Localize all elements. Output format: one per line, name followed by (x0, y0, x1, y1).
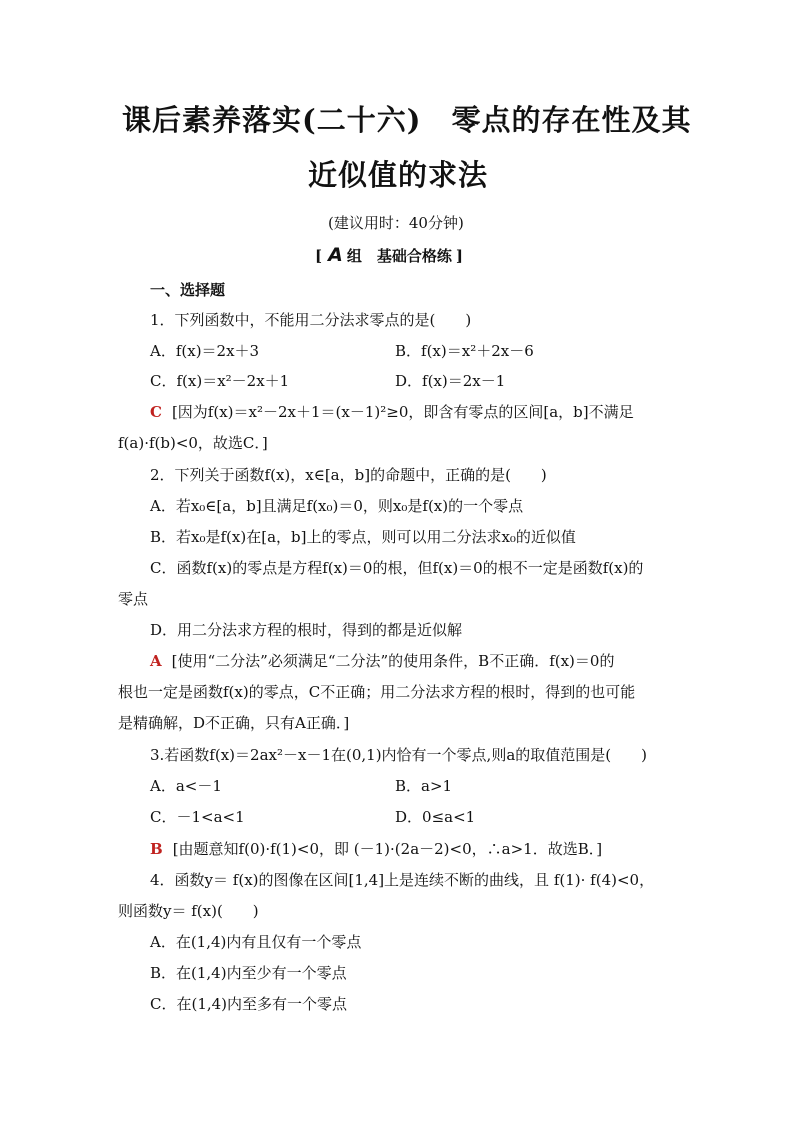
q4-option-b: B．在(1,4)内至少有一个零点 (150, 964, 347, 982)
q3-answer (150, 839, 602, 859)
q3-option-d: D．0≤a<1 (395, 808, 476, 826)
group-open-bracket: [ (315, 247, 323, 265)
q4-stem-1: 4．函数y＝ f(x)的图像在区间[1,4]上是连续不断的曲线，且 f(1)· f(4)<0， (150, 871, 655, 889)
q2-option-a: A．若x₀∈[a，b]且满足f(x₀)＝0，则x₀是f(x)的一个零点 (150, 497, 524, 515)
q1-answer (150, 402, 634, 422)
q3-stem: 3.若函数f(x)＝2ax²－x－1在(0,1)内恰有一个零点,则a的取值范围是( ) (150, 746, 647, 764)
q2-answer-letter: A (150, 652, 162, 670)
q1-option-d: D．f(x)＝2x－1 (395, 372, 506, 390)
q1-option-a: A．f(x)＝2x＋3 (150, 342, 260, 360)
q4-option-a: A．在(1,4)内有且仅有一个零点 (150, 933, 362, 951)
q2-option-c-2: 零点 (118, 590, 149, 608)
q2-explanation-3: 是精确解，D不正确，只有A正确．] (118, 714, 350, 732)
q3-explanation-1: [由题意知f(0)·f(1)<0，即 (－1)·(2a－2)<0，∴a>1．故选B．] (172, 840, 603, 858)
q3-option-c: C．－1<a<1 (150, 808, 245, 826)
page-title-line-2: 近似值的求法 (308, 158, 489, 192)
group-a-letter: A (328, 244, 343, 266)
q2-answer (150, 651, 614, 671)
q4-stem-2: 则函数y＝ f(x)( ) (118, 902, 259, 920)
q3-option-b: B．a>1 (395, 777, 453, 795)
q1-explanation-1: [因为f(x)＝x²－2x＋1＝(x－1)²≥0，即含有零点的区间[a，b]不满足 (171, 403, 634, 421)
q3-option-a: A．a<－1 (150, 777, 222, 795)
q2-stem: 2．下列关于函数f(x)，x∈[a，b]的命题中，正确的是( ) (150, 466, 547, 484)
q1-option-c: C．f(x)＝x²－2x＋1 (150, 372, 290, 390)
q3-answer-letter: B (150, 840, 163, 858)
suggested-time: (建议用时：40分钟) (328, 214, 464, 232)
q1-stem: 1．下列函数中，不能用二分法求零点的是( ) (150, 311, 472, 329)
q1-explanation-2: f(a)·f(b)<0，故选C．] (118, 434, 268, 452)
q2-option-b: B．若x₀是f(x)在[a，b]上的零点，则可以用二分法求x₀的近似值 (150, 528, 576, 546)
q2-option-d: D．用二分法求方程的根时，得到的都是近似解 (150, 621, 463, 639)
q2-option-c-1: C．函数f(x)的零点是方程f(x)＝0的根，但f(x)＝0的根不一定是函数f(x)的 (150, 559, 644, 577)
group-close-bracket: ] (455, 247, 463, 265)
q2-explanation-2: 根也一定是函数f(x)的零点，C不正确；用二分法求方程的根时，得到的也可能 (118, 683, 636, 701)
q2-explanation-1: [使用“二分法”必须满足“二分法”的使用条件，B不正确．f(x)＝0的 (171, 652, 615, 670)
section-heading: 一、选择题 (150, 281, 226, 299)
group-a-header (315, 244, 463, 266)
group-label: 组 基础合格练 (346, 247, 452, 265)
page-title-line-1: 课后素养落实(二十六) 零点的存在性及其 (122, 103, 692, 137)
q1-option-b: B．f(x)＝x²＋2x－6 (395, 342, 534, 360)
q1-answer-letter: C (150, 403, 162, 421)
q4-option-c: C．在(1,4)内至多有一个零点 (150, 995, 348, 1013)
